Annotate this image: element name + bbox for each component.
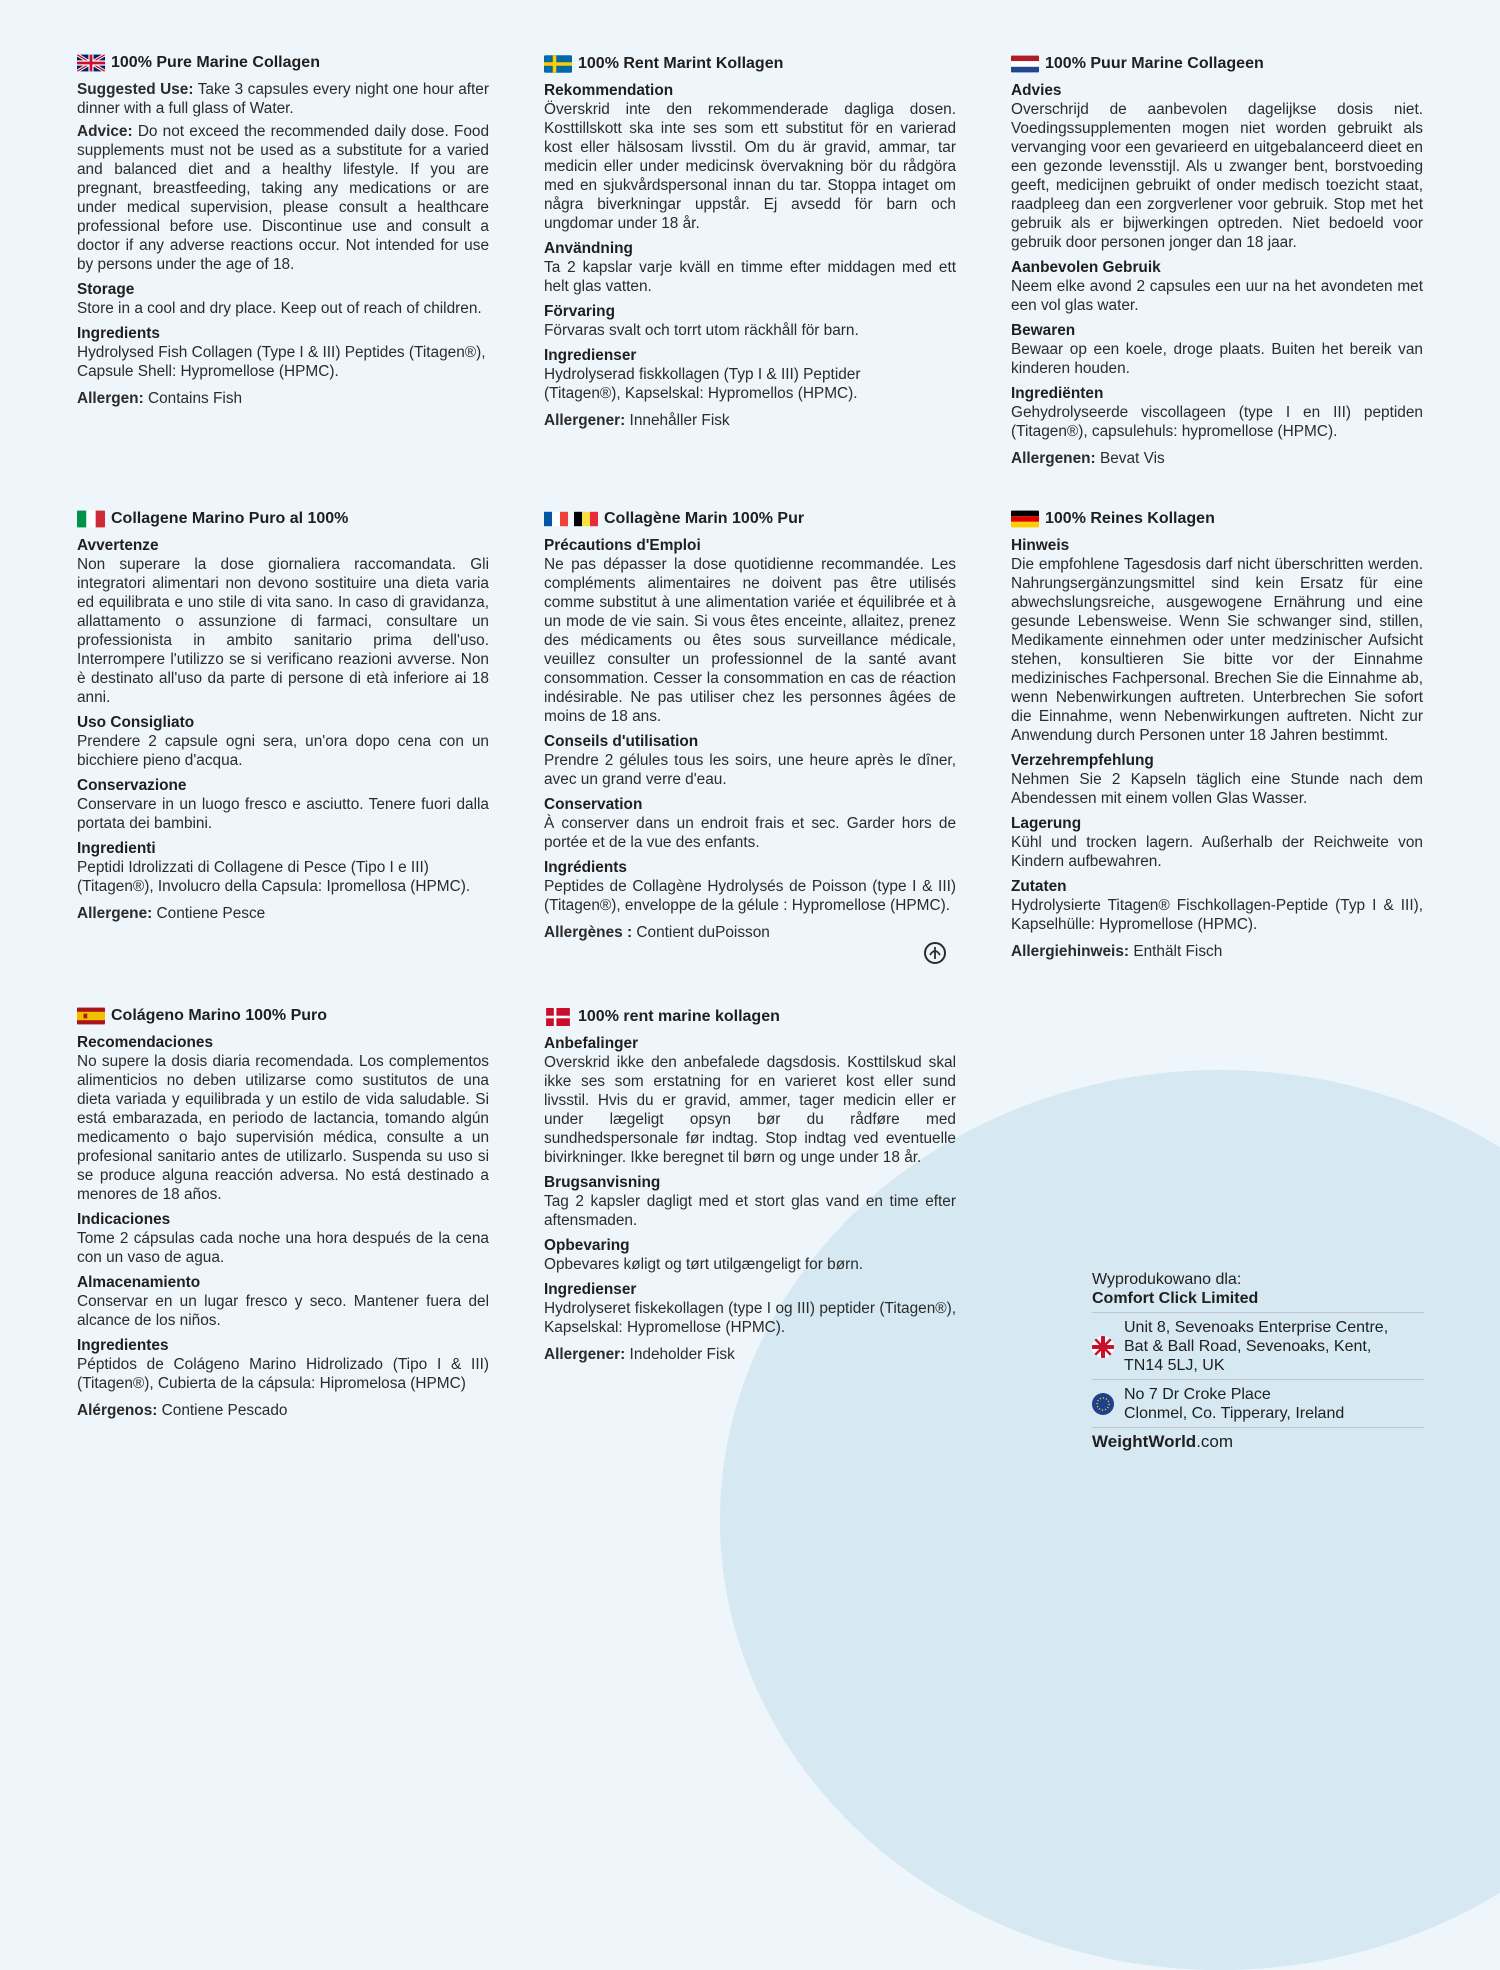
section-heading: Opbevaring bbox=[544, 1237, 630, 1254]
section-text: Hydrolyseret fiskekollagen (type I og III) peptider (Titagen®), Kapselskal: Hypromellose (HPMC). bbox=[544, 1300, 956, 1336]
section-text: No supere la dosis diaria recomendada. Los complementos alimenticios no deben utilizarse como sustitutos de una dieta variada y equilibrada y un estilo de vida saludable. Si está embarazada, en periodo de lactancia, tomando algún medicamento o bajo supervisión médica, consulte a un profesional sanitario antes de utilizarlo. Suspenda su uso si se produce alguna reacción adversa. No está destinado a menores de 18 años. bbox=[77, 1053, 489, 1203]
section-heading: Storage bbox=[77, 281, 135, 298]
allergen-line: Allergene: Contiene Pesce bbox=[77, 905, 266, 922]
section-text: Overskrid ikke den anbefalede dagsdosis. Kosttilskud skal ikke ses som erstatning for en varieret kost eller sund livsstil. Hvis du er gravid, ammer, tager medicin eller er under lægeligt opsyn bør du rådføre med sundhedspersonale før indtag. Stop indtag ved eventuelle bivirkninger. Ikke beregnet til børn og unge under 18 år. bbox=[544, 1054, 956, 1166]
allergen-line: Allergènes : Contient duPoisson bbox=[544, 924, 770, 941]
panel-title bbox=[544, 509, 956, 528]
section-heading: Ingredientes bbox=[77, 1337, 169, 1354]
panel-title bbox=[77, 1006, 489, 1025]
section-text: Non superare la dose giornaliera raccomandata. Gli integratori alimentari non devono sostituire una dieta varia ed equilibrata e uno stile di vita sano. In caso di gravidanza, allattamento o assunzione di farmaci, consultare un professionista in ambito sanitario prima dell'uso. Interrompere l'utilizzo se si verificano reazioni avverse. Non è destinato all'uso da parte di persone di età inferiore ai 18 anni. bbox=[77, 556, 489, 706]
section-text: Hydrolysed Fish Collagen (Type I & III) Peptides (Titagen®), Capsule Shell: Hypromellose (HPMC). bbox=[77, 344, 486, 380]
panel-title bbox=[1011, 509, 1423, 528]
section-text: Opbevares køligt og tørt utilgængeligt for børn. bbox=[544, 1256, 864, 1273]
section-heading: Rekommendation bbox=[544, 82, 674, 99]
section-text: Store in a cool and dry place. Keep out of reach of children. bbox=[77, 300, 482, 317]
panel-title bbox=[544, 1007, 956, 1026]
section-heading: Uso Consigliato bbox=[77, 714, 195, 731]
section-heading: Ingrédients bbox=[544, 859, 627, 876]
panel-dk bbox=[544, 1007, 956, 1364]
panel-title-text: Colágeno Marino 100% Puro bbox=[111, 1007, 328, 1024]
allergen-line: Allergener: Indeholder Fisk bbox=[544, 1346, 735, 1363]
panel-title bbox=[77, 509, 489, 528]
section-heading: Anbefalinger bbox=[544, 1035, 639, 1052]
section-text: Péptidos de Colágeno Marino Hidrolizado (Tipo I & III) (Titagen®), Cubierta de la cápsula: Hipromelosa (HPMC) bbox=[77, 1356, 489, 1392]
denmark-flag-icon bbox=[544, 1008, 572, 1026]
uk-flag-icon bbox=[77, 54, 105, 72]
eu-address bbox=[1092, 1380, 1424, 1428]
panel-title-text: 100% Reines Kollagen bbox=[1045, 510, 1215, 527]
germany-flag-icon bbox=[1011, 510, 1039, 528]
panel-title bbox=[544, 54, 956, 73]
section-heading: Conservazione bbox=[77, 777, 187, 794]
section-text: Die empfohlene Tagesdosis darf nicht überschritten werden. Nahrungsergänzungsmittel sind kein Ersatz für eine abwechslungsreiche, ausgewogene Ernährung und eine gesunde Lebensweise. Wenn Sie schwanger sind, stillen, Medikamente einnehmen oder unter medzinischer Aufsicht stehen, konsultieren Sie bitte vor der Einnahme medizinisches Fachpersonal. Brechen Sie die Einnahme ab, wenn Nebenwirkungen auftreten. Unterbrechen Sie sofort die Einnahme, wenn Nebenwirkungen auftreten. Nicht zur Anwendung durch Personen unter 18 Jahren bestimmt. bbox=[1011, 556, 1423, 744]
website-link[interactable]: WeightWorld.com bbox=[1092, 1432, 1234, 1451]
panel-nl bbox=[1011, 54, 1423, 468]
section-heading: Verzehrempfehlung bbox=[1011, 752, 1154, 769]
advice: Advice: Do not exceed the recommended daily dose. Food supplements must not be used as a substitute for a varied and balanced diet and a healthy lifestyle. If you are pregnant, breastfeeding, taking any medications or are under medical supervision, please consult a healthcare professional before use. Discontinue use and consult a doctor if any adverse reactions occur. Not intended for use by persons under the age of 18. bbox=[77, 123, 489, 273]
section-text: Kühl und trocken lagern. Außerhalb der Reichweite von Kindern aufbewahren. bbox=[1011, 834, 1423, 870]
panel-de bbox=[1011, 509, 1423, 961]
address-line: No 7 Dr Croke Place bbox=[1124, 1386, 1271, 1403]
section-heading: Användning bbox=[544, 240, 633, 257]
panel-it bbox=[77, 509, 489, 923]
section-text: Neem elke avond 2 capsules een uur na het avondeten met een vol glas water. bbox=[1011, 278, 1423, 314]
manufacturer-block bbox=[1092, 1270, 1424, 1451]
panel-fr bbox=[544, 509, 956, 942]
panel-title bbox=[77, 53, 489, 72]
section-text: Prendre 2 gélules tous les soirs, une heure après le dîner, avec un grand verre d'eau. bbox=[544, 752, 956, 788]
address-line: TN14 5LJ, UK bbox=[1124, 1357, 1225, 1374]
allergen-line: Alérgenos: Contiene Pescado bbox=[77, 1402, 288, 1419]
section-text: Overschrijd de aanbevolen dagelijkse dosis niet. Voedingssupplementen mogen niet worden gebruikt als vervanging voor een gevarieerd en uitgebalanceerd dieet en een gezonde levensstijl. Als u zwanger bent, borstvoeding geeft, medicijnen gebruikt of onder medisch toezicht staat, raadpleeg dan een zorgverlener voor gebruik. Stop met het gebruik als er bijwerkingen optreden. Niet bedoeld voor gebruik door personen jonger dan 18 jaar. bbox=[1011, 101, 1423, 251]
section-text: Hydrolyserad fiskkollagen (Typ I & III) Peptider (Titagen®), Kapselskal: Hypromellos (HPMC). bbox=[544, 366, 861, 402]
panel-title-text: 100% Puur Marine Collageen bbox=[1045, 55, 1264, 72]
netherlands-flag-icon bbox=[1011, 55, 1039, 73]
italy-flag-icon bbox=[77, 510, 105, 528]
section-heading: Ingredienti bbox=[77, 840, 156, 857]
spain-flag-icon bbox=[77, 1007, 105, 1025]
address-line: Clonmel, Co. Tipperary, Ireland bbox=[1124, 1405, 1345, 1422]
section-text: Prendere 2 capsule ogni sera, un'ora dopo cena con un bicchiere pieno d'acqua. bbox=[77, 733, 489, 769]
uk-flag-round-icon bbox=[1092, 1336, 1114, 1358]
section-heading: Ingredients bbox=[77, 325, 160, 342]
section-text: Conservar en un lugar fresco y seco. Mantener fuera del alcance de los niños. bbox=[77, 1293, 489, 1329]
allergen-line: Allergenen: Bevat Vis bbox=[1011, 450, 1165, 467]
panel-en bbox=[77, 53, 489, 408]
section-text: Ne pas dépasser la dose quotidienne recommandée. Les compléments alimentaires ne doivent pas être utilisés comme substitut à une alimentation variée et équilibrée et à un mode de vie sain. Si vous êtes enceinte, allaitez, prenez des médicaments ou êtes sous surveillance médicale, veuillez consulter un professionnel de la santé avant consommation. Cesser la consommation en cas de réaction indésirable. Ne pas utiliser chez les personnes âgées de moins de 18 ans. bbox=[544, 556, 956, 725]
section-heading: Précautions d'Emploi bbox=[544, 537, 701, 554]
section-heading: Zutaten bbox=[1011, 878, 1067, 895]
sweden-flag-icon bbox=[544, 55, 572, 73]
allergen-line: Allergiehinweis: Enthält Fisch bbox=[1011, 943, 1223, 960]
section-heading: Conservation bbox=[544, 796, 643, 813]
allergen-line: Allergen: Contains Fish bbox=[77, 390, 243, 407]
panel-title-text: 100% rent marine kollagen bbox=[578, 1008, 780, 1025]
section-text: À conserver dans un endroit frais et sec. Garder hors de portée et de la vue des enfants. bbox=[544, 815, 956, 851]
section-text: Gehydrolyseerde viscollageen (type I en III) peptiden (Titagen®), capsulehuls: hypromellose (HPMC). bbox=[1011, 404, 1423, 440]
section-heading: Ingrediënten bbox=[1011, 385, 1104, 402]
section-heading: Hinweis bbox=[1011, 537, 1070, 554]
uk-address bbox=[1092, 1313, 1424, 1380]
panel-title bbox=[1011, 54, 1423, 73]
section-heading: Aanbevolen Gebruik bbox=[1011, 259, 1161, 276]
panel-title-text: Collagene Marino Puro al 100% bbox=[111, 510, 349, 527]
section-heading: Avvertenze bbox=[77, 537, 159, 554]
section-heading: Ingredienser bbox=[544, 347, 637, 364]
section-heading: Bewaren bbox=[1011, 322, 1076, 339]
belgium-flag-icon bbox=[574, 510, 598, 528]
suggested-use: Suggested Use: Take 3 capsules every night one hour after dinner with a full glass of Water. bbox=[77, 81, 489, 117]
section-heading: Conseils d'utilisation bbox=[544, 733, 699, 750]
section-text: Hydrolysierte Titagen® Fischkollagen-Peptide (Typ I & III), Kapselhülle: Hypromellose (HPMC). bbox=[1011, 897, 1423, 933]
address-line: Unit 8, Sevenoaks Enterprise Centre, bbox=[1124, 1319, 1389, 1336]
made-for-label: Wyprodukowano dla: bbox=[1092, 1271, 1242, 1288]
company-name: Comfort Click Limited bbox=[1092, 1289, 1424, 1313]
panel-es bbox=[77, 1006, 489, 1420]
allergen-line: Allergener: Innehåller Fisk bbox=[544, 412, 730, 429]
section-heading: Recomendaciones bbox=[77, 1034, 213, 1051]
panel-title-text: Collagène Marin 100% Pur bbox=[604, 510, 805, 527]
section-heading: Brugsanvisning bbox=[544, 1174, 661, 1191]
section-text: Ta 2 kapslar varje kväll en timme efter middagen med ett helt glas vatten. bbox=[544, 259, 956, 295]
section-text: Tag 2 kapsler dagligt med et stort glas vand en time efter aftensmaden. bbox=[544, 1193, 956, 1229]
section-heading: Förvaring bbox=[544, 303, 615, 320]
panel-title-text: 100% Rent Marint Kollagen bbox=[578, 55, 784, 72]
section-text: Bewaar op een koele, droge plaats. Buiten het bereik van kinderen houden. bbox=[1011, 341, 1423, 377]
section-text: Peptidi Idrolizzati di Collagene di Pesce (Tipo I e III) (Titagen®), Involucro della Capsula: Ipromellosa (HPMC). bbox=[77, 859, 471, 895]
section-heading: Indicaciones bbox=[77, 1211, 171, 1228]
section-text: Conservare in un luogo fresco e asciutto. Tenere fuori dalla portata dei bambini. bbox=[77, 796, 489, 832]
section-text: Peptides de Collagène Hydrolysés de Poisson (type I & III) (Titagen®), enveloppe de la gélule : Hypromellose (HPMC). bbox=[544, 878, 956, 914]
halal-certification-icon bbox=[922, 940, 948, 966]
france-flag-icon bbox=[544, 510, 568, 528]
section-text: Nehmen Sie 2 Kapseln täglich eine Stunde nach dem Abendessen mit einem vollen Glas Wasser. bbox=[1011, 771, 1423, 807]
eu-flag-round-icon bbox=[1092, 1393, 1114, 1415]
section-heading: Ingredienser bbox=[544, 1281, 637, 1298]
section-heading: Advies bbox=[1011, 82, 1062, 99]
section-heading: Almacenamiento bbox=[77, 1274, 201, 1291]
section-heading: Lagerung bbox=[1011, 815, 1082, 832]
address-line: Bat & Ball Road, Sevenoaks, Kent, bbox=[1124, 1338, 1372, 1355]
panel-title-text: 100% Pure Marine Collagen bbox=[111, 54, 320, 71]
section-text: Tome 2 cápsulas cada noche una hora después de la cena con un vaso de agua. bbox=[77, 1230, 489, 1266]
panel-se bbox=[544, 54, 956, 430]
section-text: Överskrid inte den rekommenderade dagliga dosen. Kosttillskott ska inte ses som ett substitut för en varierad kost eller hälsosam livsstil. Om du är gravid, ammar, tar medicin eller under medicinsk övervakning bör du rådgöra med en sjukvårdspersonal innan du tar. Stoppa intaget om några biverkningar uppstår. Ej avsedd för barn och ungdomar under 18 år. bbox=[544, 101, 956, 232]
section-text: Förvaras svalt och torrt utom räckhåll för barn. bbox=[544, 322, 859, 339]
